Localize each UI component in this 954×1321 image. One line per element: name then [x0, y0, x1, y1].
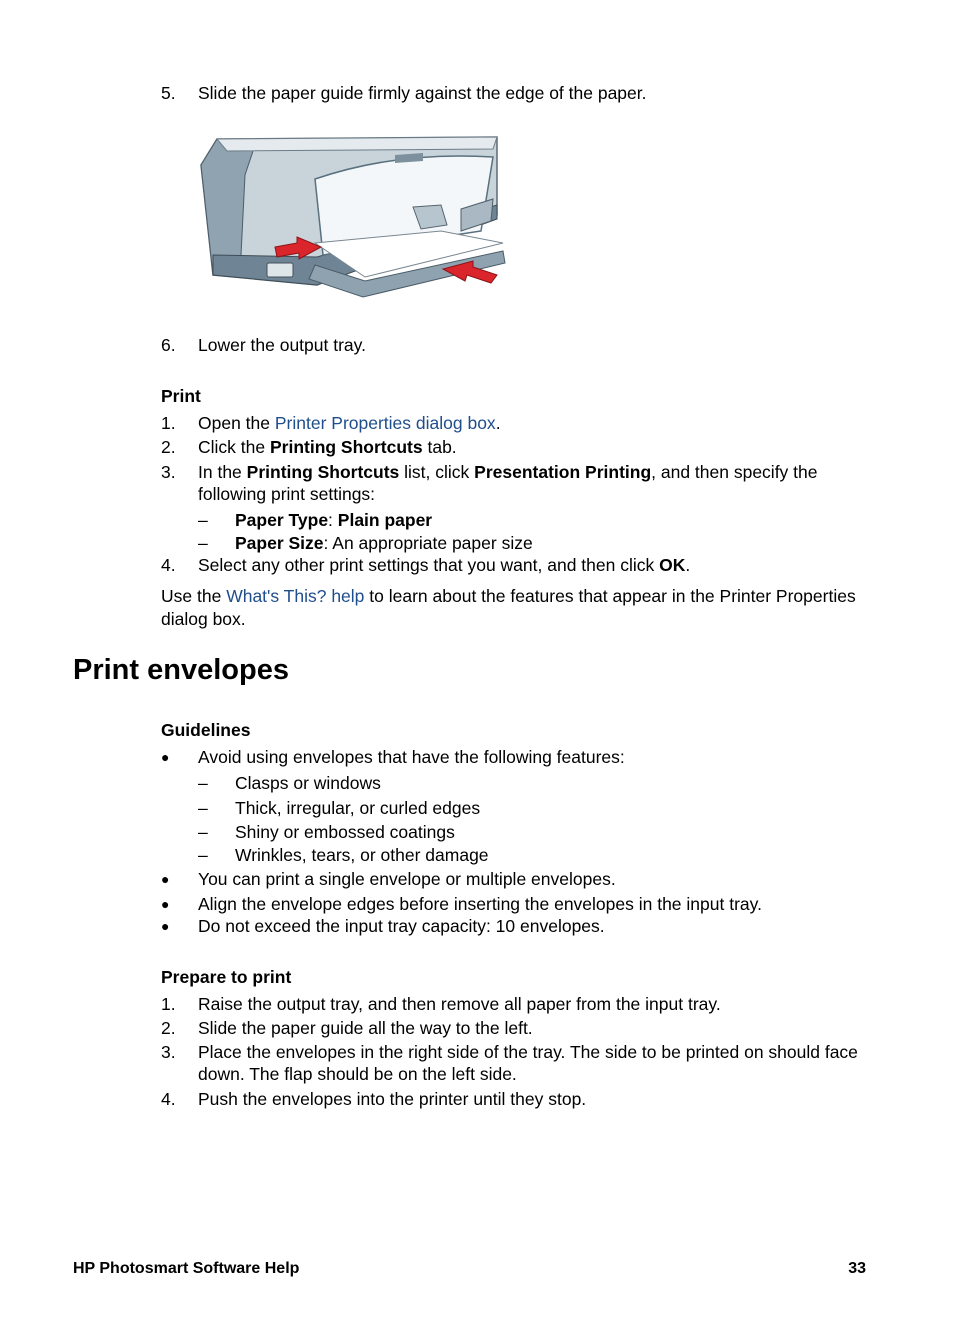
step-number: 2.: [161, 1018, 176, 1038]
prepare-step: [161, 1041, 866, 1087]
step-text: Place the envelopes in the right side of the tray. The side to be printed on should face down. The flap should be on the left side.: [198, 1042, 858, 1084]
bullet-marker: ●: [161, 749, 170, 765]
feature-text: Shiny or embossed coatings: [235, 822, 455, 842]
page-title: Print envelopes: [73, 654, 289, 686]
step-text: Raise the output tray, and then remove all paper from the input tray.: [198, 994, 721, 1014]
text-segment: Select any other print settings that you want, and then click: [198, 555, 660, 575]
guideline-text: Do not exceed the input tray capacity: 10 envelopes.: [198, 916, 605, 936]
help-note: [161, 585, 871, 630]
page-number: 33: [848, 1260, 866, 1277]
step-text: [198, 436, 457, 458]
text-segment: In the: [198, 462, 247, 482]
step-text: [198, 412, 501, 434]
text-segment: Open the: [198, 413, 275, 433]
step-text: Push the envelopes into the printer until they stop.: [198, 1089, 587, 1109]
step-text: [198, 461, 868, 505]
guideline-text: Avoid using envelopes that have the following features:: [198, 747, 625, 767]
step-number: 5.: [161, 83, 176, 103]
step-number: 1.: [161, 413, 176, 433]
dash-marker: –: [198, 510, 208, 530]
guideline-text: Align the envelope edges before inserting the envelopes in the input tray.: [198, 894, 762, 914]
dash-marker: –: [198, 798, 208, 818]
setting-text: [235, 509, 432, 531]
text-segment: Use the: [161, 586, 227, 606]
bold-term: Paper Size: [235, 533, 324, 553]
bold-term: Presentation Printing: [474, 462, 652, 482]
feature-text: Wrinkles, tears, or other damage: [235, 845, 489, 865]
printer-properties-link[interactable]: Printer Properties dialog box: [274, 413, 496, 433]
text-segment: .: [685, 555, 691, 575]
step-number: 3.: [161, 462, 176, 482]
feature-text: Thick, irregular, or curled edges: [235, 798, 481, 818]
text-segment: tab.: [422, 437, 457, 457]
text-segment: to learn about the features that appear in the Printer Properties dialog box.: [161, 586, 856, 629]
text-segment: :: [328, 510, 338, 530]
step-text: Lower the output tray.: [198, 335, 366, 355]
bullet-marker: ●: [161, 871, 170, 887]
step-number: 4.: [161, 1089, 176, 1109]
guideline-text: You can print a single envelope or multiple envelopes.: [198, 869, 616, 889]
bold-term: Printing Shortcuts: [246, 462, 400, 482]
step-text: Slide the paper guide all the way to the left.: [198, 1018, 533, 1038]
text-segment: , and then specify the following print settings:: [198, 462, 818, 504]
text-segment: .: [495, 413, 501, 433]
step-number: 6.: [161, 335, 176, 355]
setting-text: [235, 532, 533, 554]
step-number: 3.: [161, 1042, 176, 1062]
dash-marker: –: [198, 845, 208, 865]
text-segment: list, click: [399, 462, 475, 482]
dash-marker: –: [198, 822, 208, 842]
print-step-3: [161, 461, 866, 507]
text-segment: Click the: [198, 437, 270, 457]
step-text: Slide the paper guide firmly against the edge of the paper.: [198, 83, 647, 103]
dash-marker: –: [198, 533, 208, 553]
text-segment: : An appropriate paper size: [323, 533, 533, 553]
step-number: 2.: [161, 437, 176, 457]
step-number: 4.: [161, 555, 176, 575]
printer-paper-guide-illustration: [197, 135, 509, 300]
dash-marker: –: [198, 773, 208, 793]
bold-term: OK: [659, 555, 686, 575]
step-number: 1.: [161, 994, 176, 1014]
bold-term: Plain paper: [337, 510, 433, 530]
footer-title: HP Photosmart Software Help: [73, 1260, 300, 1277]
bold-term: Paper Type: [235, 510, 329, 530]
whats-this-help-link[interactable]: What's This? help: [226, 586, 365, 606]
bullet-marker: ●: [161, 896, 170, 912]
feature-text: Clasps or windows: [235, 773, 381, 793]
bold-term: Printing Shortcuts: [269, 437, 423, 457]
bullet-marker: ●: [161, 918, 170, 934]
step-text: [198, 554, 690, 576]
section-heading-guidelines: Guidelines: [161, 720, 251, 740]
section-heading-prepare: Prepare to print: [161, 967, 292, 987]
section-heading-print: Print: [161, 386, 201, 406]
